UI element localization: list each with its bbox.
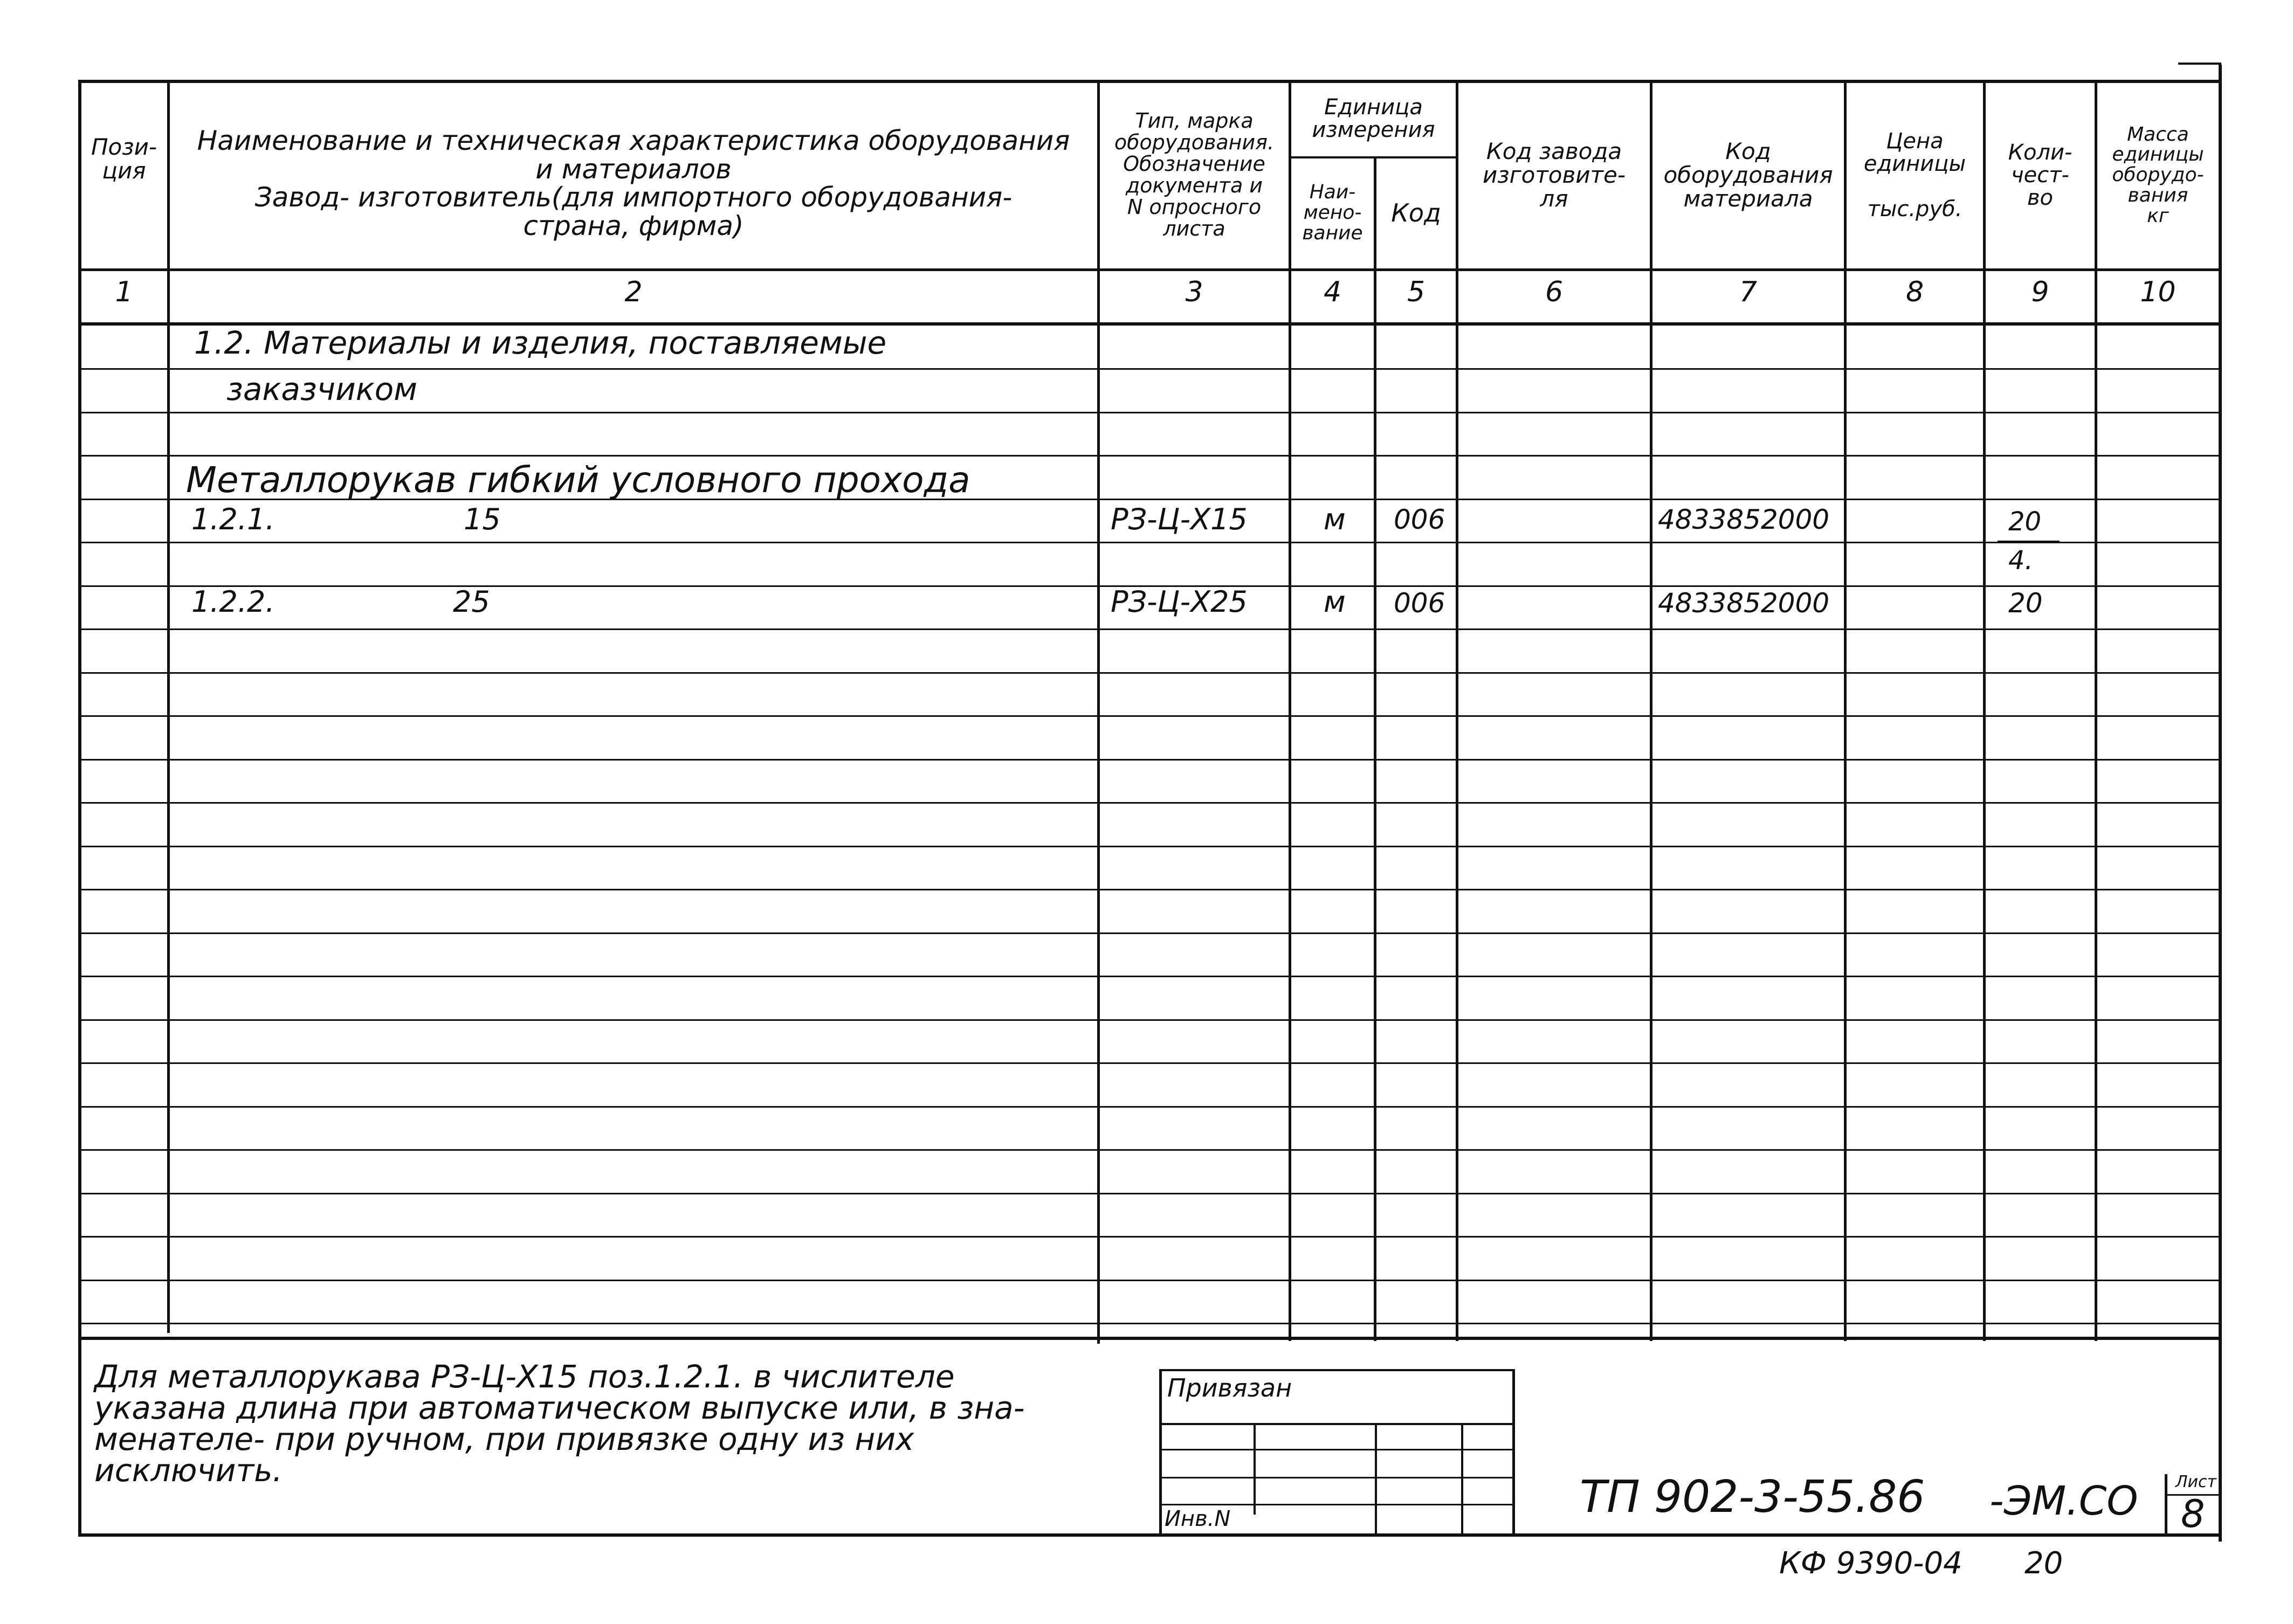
col-line-6 [1650,80,1652,1341]
header-position: Пози- ция [91,133,157,184]
table-rule-line [78,1236,2221,1238]
section-title-line2: заказчиком [226,371,418,407]
col-line-1 [167,80,170,1333]
frame-top-line [78,80,2221,83]
colnum-3: 3 [1185,276,1203,308]
sheet-box-left [2165,1474,2167,1536]
table-rule-line [78,846,2221,847]
document-code: ТП 902-3-55.86 [1580,1471,1925,1523]
header-quantity: Коли- чест- во [2008,140,2072,210]
item1-unit: м [1324,502,1346,536]
col-line-8 [1983,80,1986,1341]
colnum-10: 10 [2140,276,2176,308]
header-name: Наименование и техническая характеристика оборудования и материалов Завод- изготовитель(для импортного оборудования- страна, фирма) [197,125,1070,241]
item1-size: 15 [464,502,501,536]
table-rule-line [78,542,2221,543]
item1-quantity-numerator: 20 [2008,507,2042,537]
table-rule-line [78,1280,2221,1281]
document-suffix: -ЭМ.СО [1989,1478,2138,1524]
footer-copy: 20 [2025,1546,2063,1581]
item1-fraction-bar [1998,541,2060,542]
footer-code: КФ 9390-04 [1779,1546,1963,1581]
col-line-5 [1456,80,1458,1341]
table-rule-line [78,715,2221,717]
table-rule-line [78,1193,2221,1194]
table-bottom-line [78,1337,2221,1340]
frame-bottom-line [78,1533,2221,1537]
colnum-8: 8 [1905,276,1924,308]
item1-code: 006 [1394,504,1445,535]
sheet-label: Лист [2175,1473,2217,1491]
table-rule-line [78,412,2221,413]
item2-equipment-code: 4833852000 [1658,588,1830,619]
header-bottom-line [78,268,2221,271]
colnum-1: 1 [115,276,133,308]
col-line-7 [1844,80,1847,1341]
table-rule-line [78,759,2221,761]
col-line-4 [1374,156,1376,1341]
table-rule-line [78,1149,2221,1151]
table-rule-line [78,1106,2221,1108]
table-rule-line [78,932,2221,934]
header-unit-group: Единица измерения [1312,95,1435,142]
item2-size: 25 [453,585,490,619]
colnum-2: 2 [624,276,643,308]
header-factory-code: Код завода изготовите- ля [1482,137,1626,212]
frame-corner-mark [2178,63,2221,65]
colnum-9: 9 [2031,276,2049,308]
stamp-col-line-1 [1254,1423,1256,1515]
stamp-col-line-2 [1375,1423,1377,1536]
col-line-3 [1289,80,1291,1341]
stamp-left-line [1159,1369,1162,1536]
item2-type: РЗ-Ц-Х25 [1111,585,1248,619]
table-rule-line [78,368,2221,370]
header-unit-price: Цена единицы тыс.руб. [1863,129,1966,222]
item2-code: 006 [1394,588,1445,619]
item2-quantity: 20 [2008,588,2043,619]
item2-unit: м [1324,585,1346,619]
table-rule-line [78,976,2221,977]
item1-type: РЗ-Ц-Х15 [1111,502,1248,536]
stamp-right-line [1512,1369,1515,1536]
item1-equipment-code: 4833852000 [1658,504,1830,535]
colnum-5: 5 [1407,276,1426,308]
sheet-number: 8 [2181,1492,2205,1536]
colnum-6: 6 [1545,276,1564,308]
header-unit-mass: Масса единицы оборудо- вания кг [2112,123,2204,227]
header-unit-name: Наи- мено- вание [1302,181,1363,244]
item2-position: 1.2.2. [191,585,275,619]
table-rule-line [78,1062,2221,1064]
unit-group-line [1289,156,1458,158]
table-rule-line [78,1019,2221,1021]
col-line-9 [2095,80,2097,1341]
group-title: Металлорукав гибкий условного прохода [186,459,970,501]
header-equipment-code: Код оборудования материала [1663,137,1833,212]
table-rule-line [78,672,2221,674]
table-rule-line [78,628,2221,630]
stamp-inv-label: Инв.N [1165,1506,1231,1531]
table-rule-line [78,802,2221,804]
stamp-col-line-3 [1461,1423,1463,1536]
stamp-bound-label: Привязан [1167,1373,1292,1402]
col-line-2 [1097,80,1100,1344]
table-rule-line [78,889,2221,890]
header-type: Тип, марка оборудования. Обозначение документа и N опросного листа [1114,109,1275,240]
footnote: Для металлорукава РЗ-Ц-Х15 поз.1.2.1. в числителе указана длина при автоматическом выпуске или, в зна- менателе- при ручном, при привязке одну из них исключить. [94,1358,1025,1489]
item1-position: 1.2.1. [191,502,275,536]
stamp-top-line [1159,1369,1515,1371]
table-rule-line [78,1323,2221,1324]
section-title-line1: 1.2. Материалы и изделия, поставляемые [194,324,887,361]
item1-quantity-denominator: 4. [2008,545,2033,576]
colnum-7: 7 [1739,276,1758,308]
table-rule-line [78,455,2221,457]
colnum-4: 4 [1323,276,1342,308]
header-unit-code: Код [1391,198,1441,227]
